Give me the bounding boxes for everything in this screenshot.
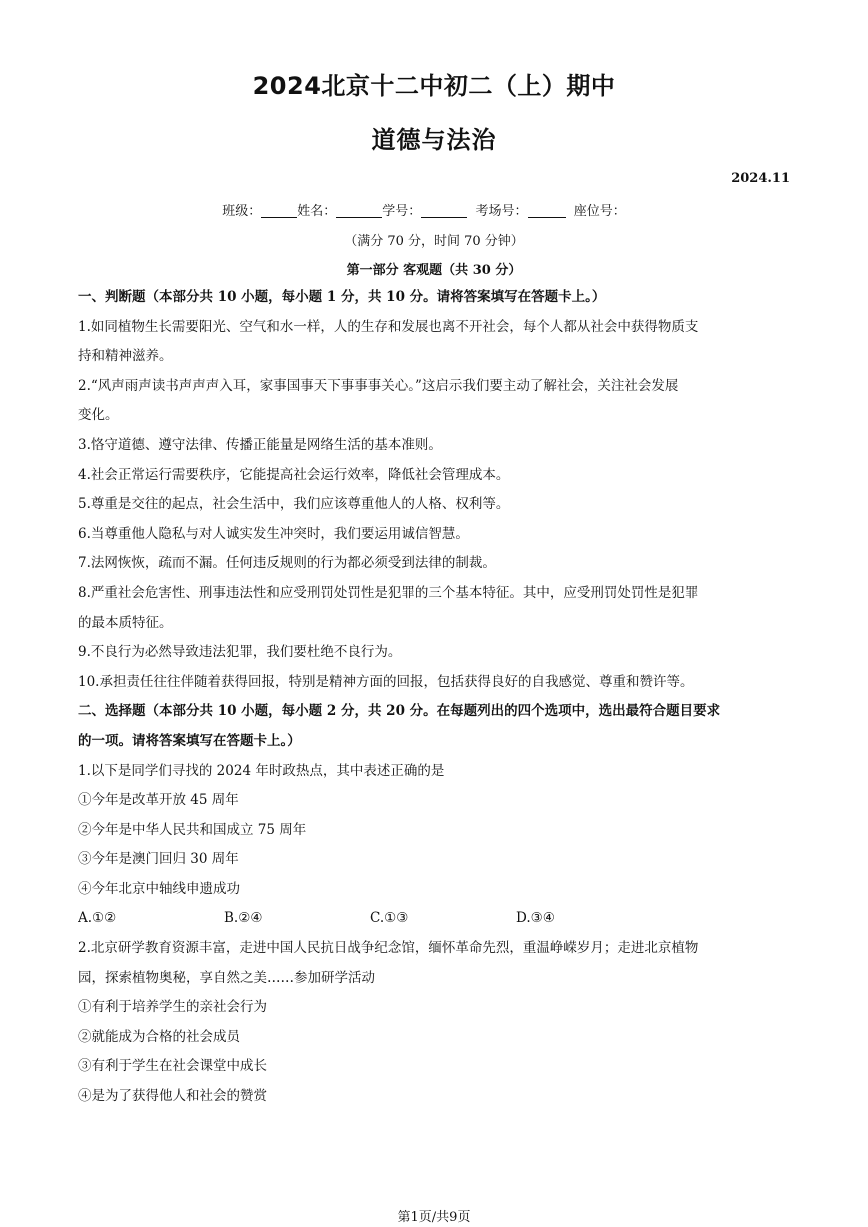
q2-item: ①有利于培养学生的亲社会行为 [78,999,267,1016]
page-number: 第1页/共9页 [397,1210,471,1225]
seat-label: 座位号： [573,204,626,219]
q2-item: ④是为了获得他人和社会的赞赏 [78,1088,267,1105]
section1-line: 1.如同植物生长需要阳光、空气和水一样，人的生存和发展也离不开社会，每个人都从社会中获得物质支 [78,318,699,335]
section1-line: 变化。 [78,407,119,424]
q1-item: ③今年是澳门回归 30 周年 [78,851,239,868]
q2-stem: 2.北京研学教育资源丰富，走进中国人民抗日战争纪念馆，缅怀革命先烈，重温峥嵘岁月；走进北京植物 [78,940,699,957]
subject-title: 道德与法治 [371,126,497,154]
q2-item: ③有利于学生在社会课堂中成长 [78,1058,267,1075]
section2-heading: 二、选择题（本部分共 10 小题，每小题 2 分，共 20 分。在每题列出的四个选项中，选出最符合题目要求 [78,703,721,720]
exam-content [78,283,792,1112]
section1-line: 2.“风声雨声读书声声声入耳，家事国事天下事事事关心。”这启示我们要主动了解社会，关注社会发展 [78,377,679,394]
class-blank[interactable] [261,203,297,218]
q1-option-d: D.③④ [516,910,555,927]
exam-title: 2024北京十二中初二（上）期中 [252,72,616,100]
q1-item: ④今年北京中轴线申遗成功 [78,880,240,897]
student-info-row [0,200,868,219]
section1-line: 10.承担责任往往伴随着获得回报，特别是精神方面的回报，包括获得良好的自我感觉、尊重和赞许等。 [78,673,694,690]
q2-item: ②就能成为合格的社会成员 [78,1028,240,1045]
q1-stem: 1.以下是同学们寻找的 2024 年时政热点，其中表述正确的是 [78,762,445,779]
q1-option-c: C.①③ [370,910,409,927]
exam-date: 2024.11 [731,171,790,186]
section1-heading: 一、判断题（本部分共 10 小题，每小题 1 分，共 10 分。请将答案填写在答题卡上。） [78,289,606,305]
room-label: 考场号： [475,204,528,219]
q1-item: ②今年是中华人民共和国成立 75 周年 [78,821,307,838]
q1-option-b: B.②④ [224,910,263,927]
section1-line: 7.法网恢恢，疏而不漏。任何违反规则的行为都必须受到法律的制裁。 [78,555,496,572]
section1-line: 4.社会正常运行需要秩序，它能提高社会运行效率，降低社会管理成本。 [78,466,510,483]
section2-heading-cont: 的一项。请将答案填写在答题卡上。） [78,732,301,749]
section1-line: 的最本质特征。 [78,614,173,631]
section1-line: 3.恪守道德、遵守法律、传播正能量是网络生活的基本准则。 [78,436,442,453]
q2-stem-cont: 园，探索植物奥秘，享自然之美……参加研学活动 [78,969,375,986]
student-no-blank[interactable] [421,203,467,218]
room-blank[interactable] [528,203,566,218]
part-title: 第一部分 客观题（共 30 分） [346,263,522,278]
q1-item: ①今年是改革开放 45 周年 [78,792,239,809]
q1-options [78,904,792,934]
section1-line: 6.当尊重他人隐私与对人诚实发生冲突时，我们要运用诚信智慧。 [78,525,469,542]
name-label: 姓名： [297,204,337,219]
section1-line: 8.严重社会危害性、刑事违法性和应受刑罚处罚性是犯罪的三个基本特征。其中，应受刑罚处罚性是犯罪 [78,584,699,601]
section1-line: 9.不良行为必然导致违法犯罪，我们要杜绝不良行为。 [78,644,402,661]
name-blank[interactable] [336,203,382,218]
score-note: （满分 70 分，时间 70 分钟） [344,234,524,249]
section1-line: 5.尊重是交往的起点，社会生活中，我们应该尊重他人的人格、权利等。 [78,496,510,513]
student-no-label: 学号： [382,204,422,219]
q1-option-a: A.①② [78,910,117,927]
class-label: 班级： [222,204,262,219]
section1-line: 持和精神滋养。 [78,348,173,365]
